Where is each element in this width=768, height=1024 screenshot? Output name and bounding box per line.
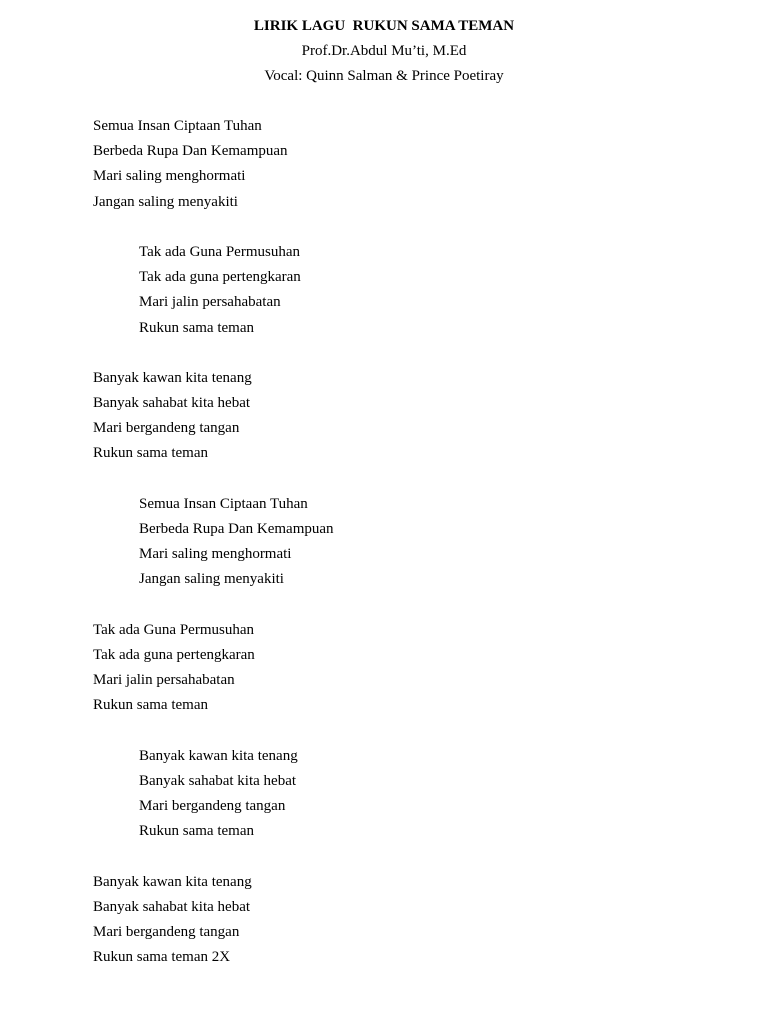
- stanza-7: [0, 870, 768, 971]
- lyric-line: Berbeda Rupa Dan Kemampuan: [93, 143, 288, 160]
- lyric-line: Tak ada guna pertengkaran: [93, 646, 255, 663]
- lyric-line: Rukun sama teman: [139, 823, 254, 840]
- lyric-line: Semua Insan Ciptaan Tuhan: [93, 118, 262, 134]
- stanza-6: [0, 744, 768, 845]
- lyric-line: Mari jalin persahabatan: [139, 294, 281, 311]
- lyric-line: Rukun sama teman: [93, 445, 208, 462]
- song-author: Prof.Dr.Abdul Mu’ti, M.Ed: [301, 43, 467, 59]
- lyric-line: Banyak kawan kita tenang: [93, 369, 252, 386]
- lyric-line: Rukun sama teman 2X: [93, 949, 231, 966]
- stanza-5: [0, 618, 768, 719]
- lyric-line: Mari jalin persahabatan: [93, 672, 235, 689]
- lyric-line: Berbeda Rupa Dan Kemampuan: [139, 521, 334, 537]
- lyrics-body: [0, 114, 768, 996]
- lyric-line: Tak ada guna pertengkaran: [139, 269, 301, 286]
- lyric-line: Banyak sahabat kita hebat: [139, 772, 297, 789]
- song-vocal: Vocal: Quinn Salman & Prince Poetiray: [264, 68, 504, 84]
- lyric-line: Jangan saling menyakiti: [93, 193, 238, 210]
- lyric-line: Banyak sahabat kita hebat: [93, 395, 251, 412]
- lyric-line: Rukun sama teman: [139, 319, 254, 336]
- lyric-line: Semua Insan Ciptaan Tuhan: [139, 495, 308, 512]
- document-header: [0, 14, 768, 89]
- stanza-3: [0, 366, 768, 467]
- stanza-1: [0, 114, 768, 215]
- lyric-line: Jangan saling menyakiti: [139, 571, 284, 588]
- lyric-line: Banyak sahabat kita hebat: [93, 898, 251, 915]
- song-title: LIRIK LAGU RUKUN SAMA TEMAN: [253, 18, 515, 34]
- lyric-line: Mari saling menghormati: [139, 546, 292, 563]
- stanza-4: [0, 492, 768, 593]
- stanza-2: [0, 240, 768, 341]
- lyric-line: Mari bergandeng tangan: [93, 924, 240, 940]
- lyric-line: Tak ada Guna Permusuhan: [93, 621, 254, 638]
- lyric-line: Banyak kawan kita tenang: [93, 873, 252, 890]
- lyric-line: Mari bergandeng tangan: [93, 420, 240, 437]
- lyric-line: Banyak kawan kita tenang: [139, 747, 298, 764]
- lyric-line: Tak ada Guna Permusuhan: [139, 243, 300, 260]
- lyric-line: Mari bergandeng tangan: [139, 798, 286, 815]
- lyric-line: Rukun sama teman: [93, 697, 208, 714]
- lyric-line: Mari saling menghormati: [93, 168, 246, 185]
